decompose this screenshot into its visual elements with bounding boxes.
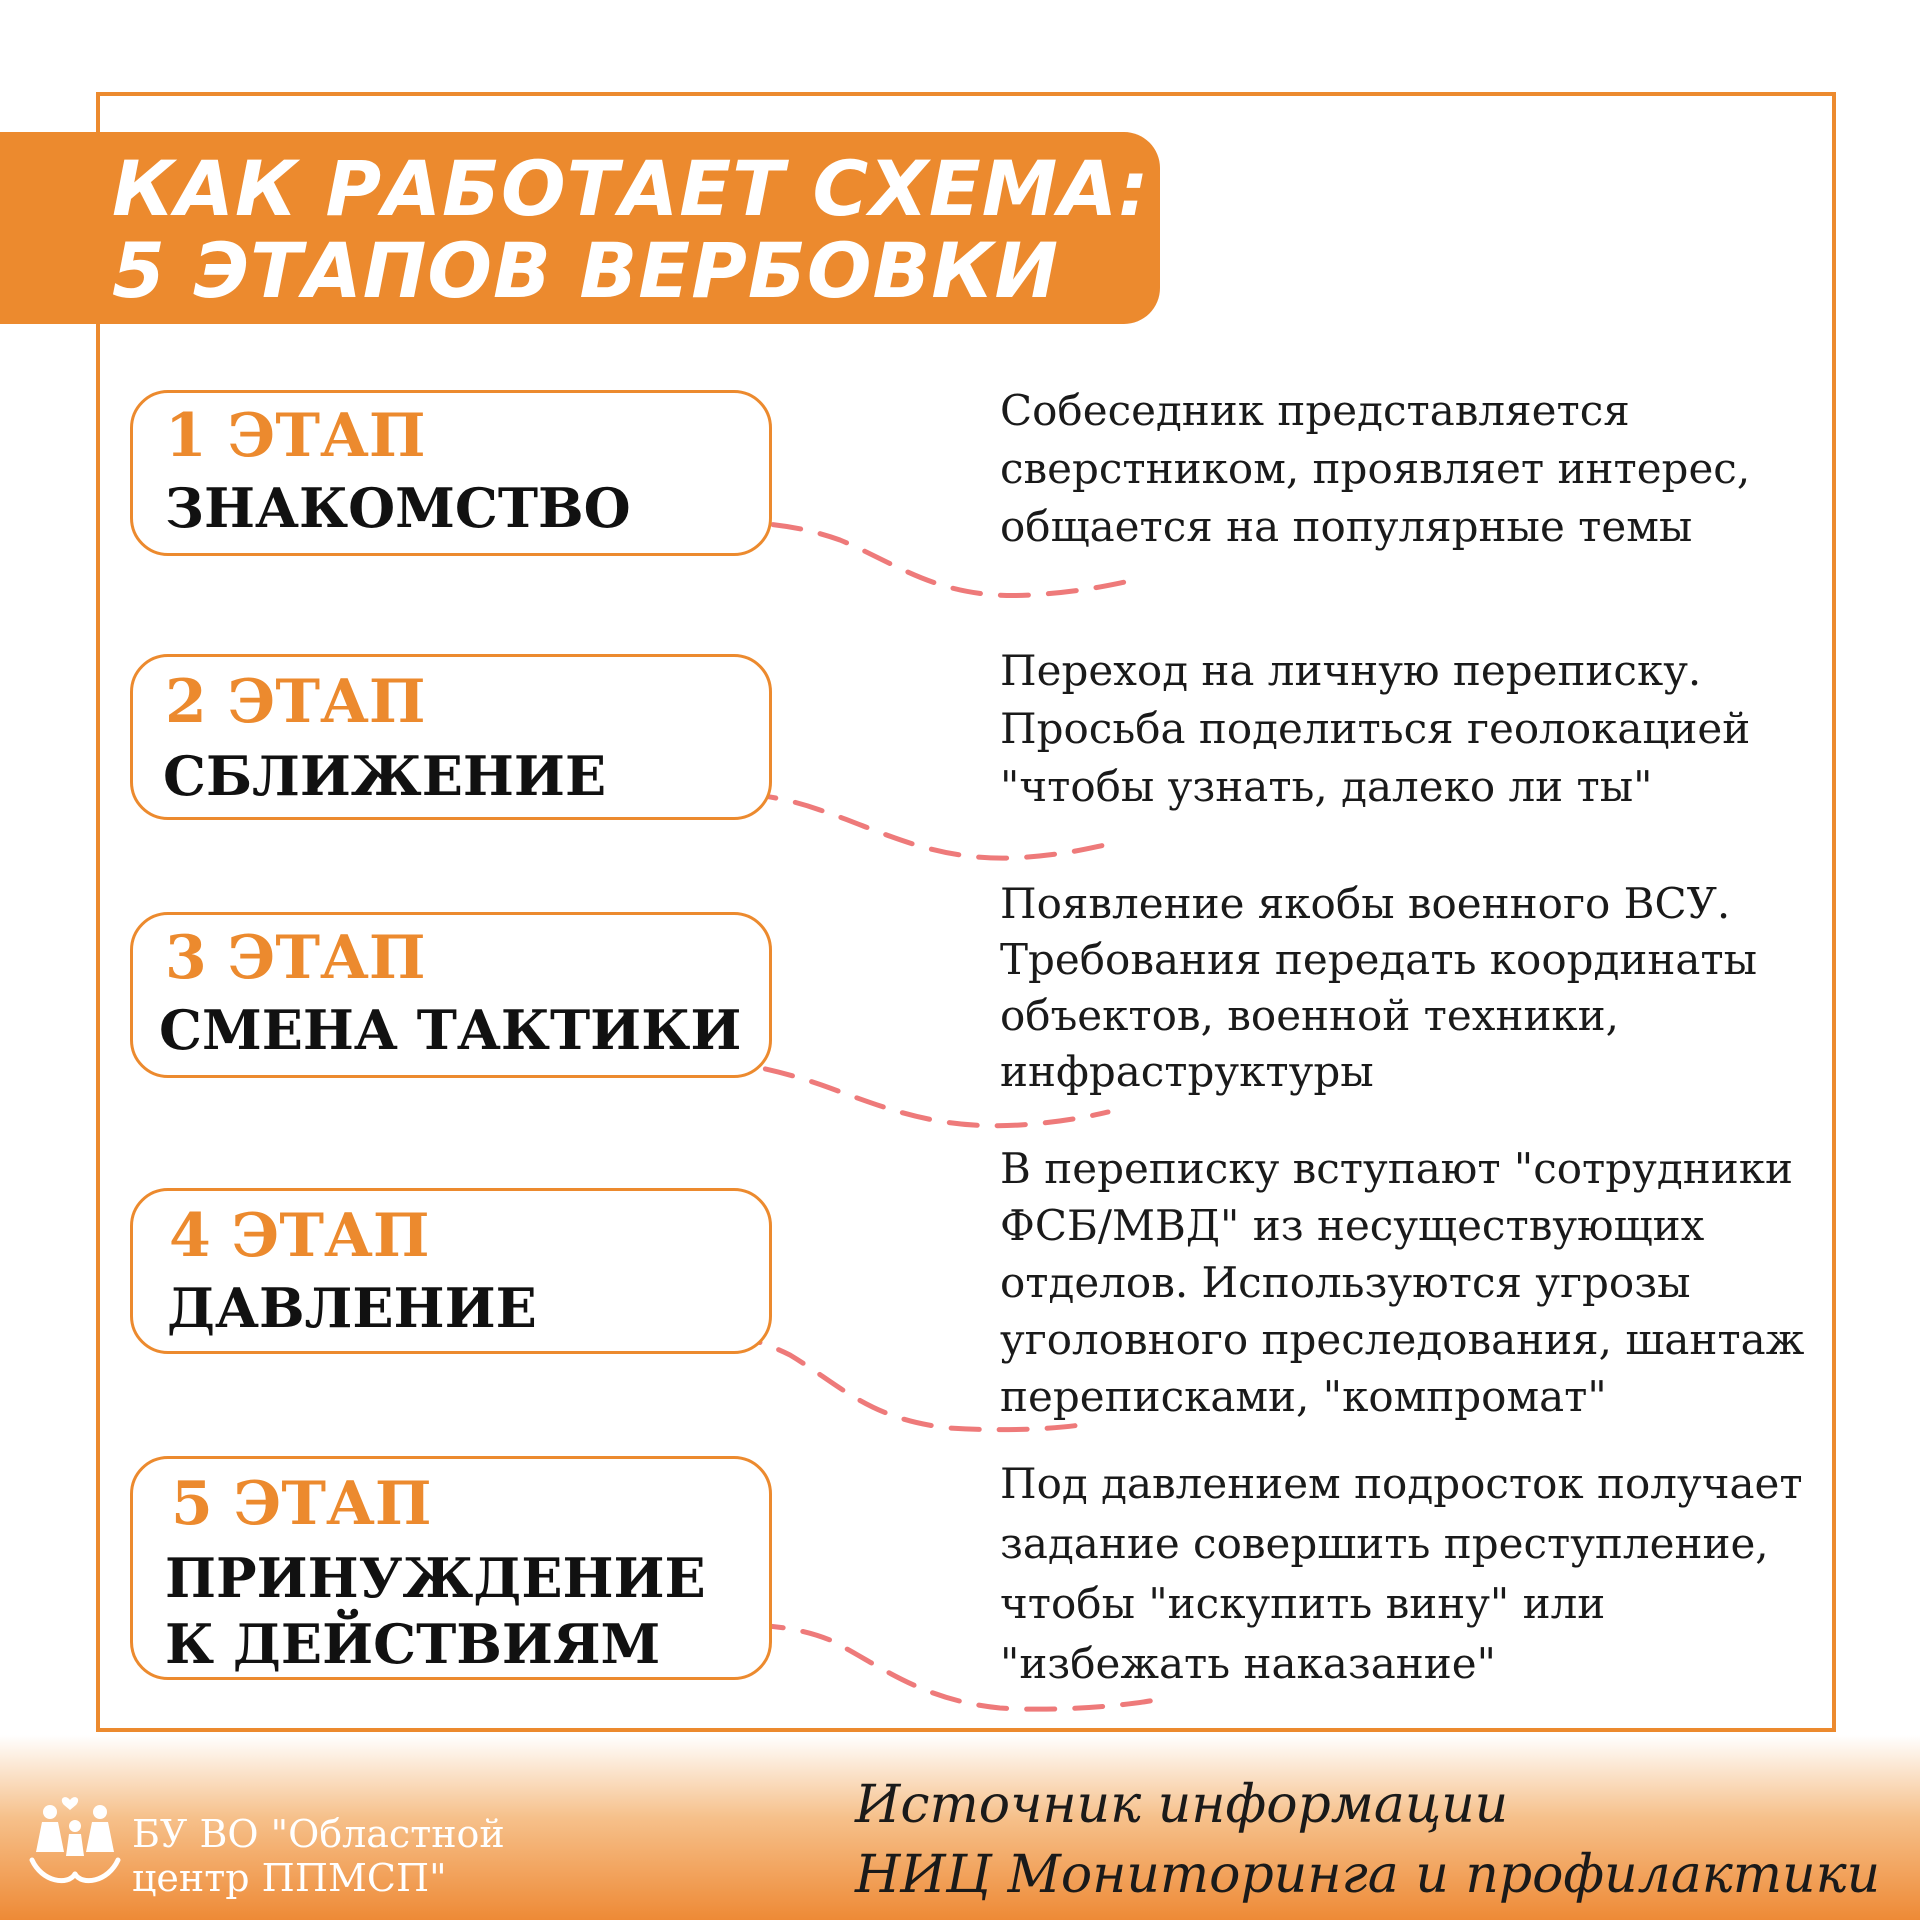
title-line-2: 5 ЭТАПОВ ВЕРБОВКИ <box>112 226 1060 315</box>
stage-1-desc-line: сверстником, проявляет интерес, <box>1000 444 1751 493</box>
stage-3-name: СМЕНА ТАКТИКИ <box>159 998 742 1062</box>
stage-4-desc-line: В переписку вступают "сотрудники <box>1000 1144 1793 1193</box>
stage-3-description <box>1000 876 1840 1100</box>
stage-1-desc-line: общается на популярные темы <box>1000 502 1693 551</box>
stage-4-desc-line: переписками, "компромат" <box>1000 1372 1607 1421</box>
source-label: Источник информации <box>855 1775 1509 1835</box>
stage-5-name <box>165 1545 706 1677</box>
stage-5-number: 5 ЭТАП <box>171 1469 432 1539</box>
stage-5-desc-line: чтобы "искупить вину" или <box>1000 1579 1606 1628</box>
stage-5-desc-line: Под давлением подросток получает <box>1000 1459 1803 1508</box>
stage-5-name-line: ПРИНУЖДЕНИЕ <box>165 1546 706 1610</box>
stage-4-desc-line: уголовного преследования, шантаж <box>1000 1315 1805 1364</box>
stage-4-box <box>130 1188 772 1354</box>
stage-4-name: ДАВЛЕНИЕ <box>167 1276 537 1340</box>
stage-2-box <box>130 654 772 820</box>
stage-4-description <box>1000 1140 1840 1425</box>
stage-3-number: 3 ЭТАП <box>165 923 426 993</box>
stage-5-desc-line: задание совершить преступление, <box>1000 1519 1769 1568</box>
stage-2-desc-line: "чтобы узнать, далеко ли ты" <box>1000 762 1653 811</box>
stage-3-desc-line: Требования передать координаты <box>1000 935 1758 984</box>
stage-3-desc-line: инфраструктуры <box>1000 1047 1374 1096</box>
stage-3-desc-line: Появление якобы военного ВСУ. <box>1000 879 1731 928</box>
stage-5-box <box>130 1456 772 1680</box>
org-line-1: БУ ВО "Областной <box>132 1812 505 1856</box>
stage-5-name-line: К ДЕЙСТВИЯМ <box>165 1612 661 1676</box>
stage-4-desc-line: отделов. Используются угрозы <box>1000 1258 1691 1307</box>
stage-2-number: 2 ЭТАП <box>165 667 426 737</box>
stage-2-desc-line: Переход на личную переписку. <box>1000 646 1702 695</box>
stage-2-desc-line: Просьба поделиться геолокацией <box>1000 704 1751 753</box>
family-hands-logo-icon <box>20 1782 130 1892</box>
stage-2-name: СБЛИЖЕНИЕ <box>163 744 607 808</box>
stage-4-desc-line: ФСБ/МВД" из несуществующих <box>1000 1201 1705 1250</box>
stage-3-desc-line: объектов, военной техники, <box>1000 991 1620 1040</box>
title-line-1: КАК РАБОТАЕТ СХЕМА: <box>112 144 1150 233</box>
stage-1-desc-line: Собеседник представляется <box>1000 386 1630 435</box>
source-name: НИЦ Мониторинга и профилактики <box>855 1845 1881 1905</box>
stage-3-box <box>130 912 772 1078</box>
stage-1-description <box>1000 382 1840 556</box>
organization-name <box>132 1812 505 1900</box>
stage-5-desc-line: "избежать наказание" <box>1000 1639 1496 1688</box>
stage-5-description <box>1000 1454 1840 1694</box>
stage-4-number: 4 ЭТАП <box>169 1201 430 1271</box>
stage-1-number: 1 ЭТАП <box>165 401 426 471</box>
stage-1-name: ЗНАКОМСТВО <box>165 476 631 540</box>
stage-2-description <box>1000 642 1840 816</box>
stage-1-box <box>130 390 772 556</box>
org-line-2: центр ППМСП" <box>132 1856 447 1900</box>
